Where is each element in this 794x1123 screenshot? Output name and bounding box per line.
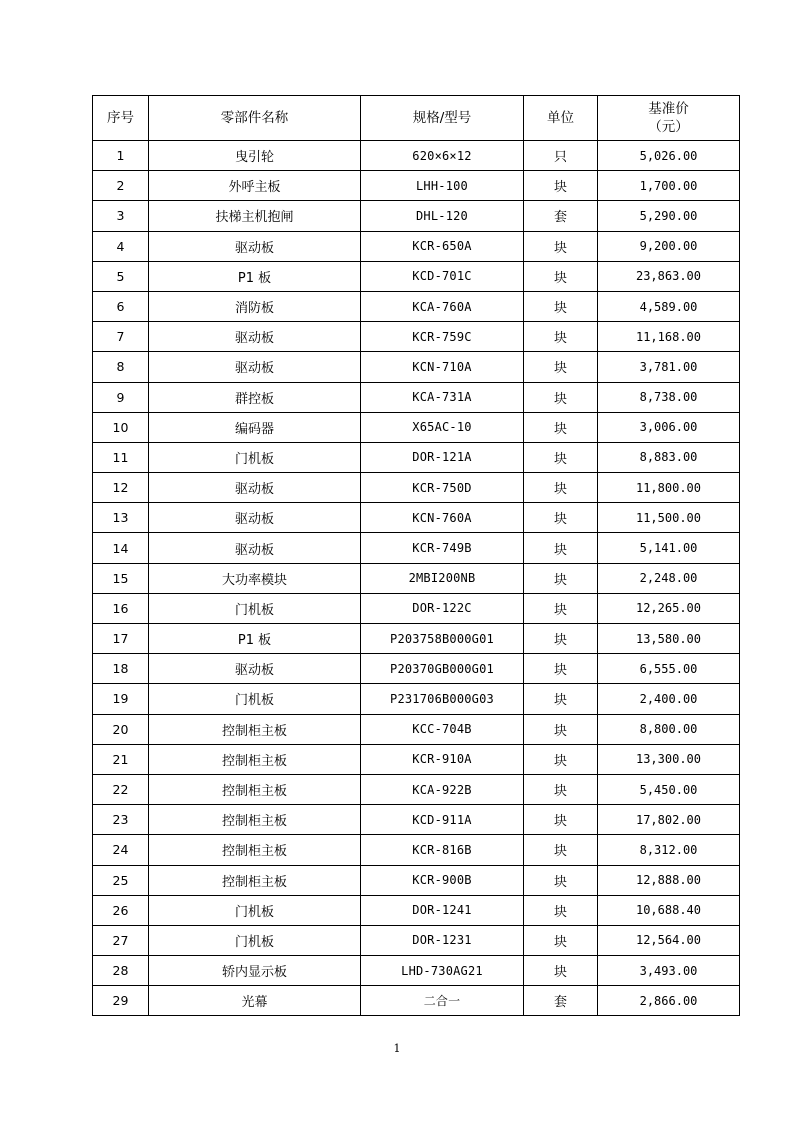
table-row [93,141,740,171]
cell-index: 1 [93,141,149,171]
cell-unit: 块 [524,473,598,503]
cell-spec: KCR-650A [361,231,524,261]
cell-spec: KCC-704B [361,714,524,744]
cell-unit: 块 [524,805,598,835]
cell-price: 11,500.00 [598,503,740,533]
cell-unit: 块 [524,442,598,472]
cell-index: 3 [93,201,149,231]
table-row [93,865,740,895]
cell-price: 11,168.00 [598,322,740,352]
cell-spec: KCD-701C [361,261,524,291]
cell-spec: KCR-910A [361,744,524,774]
cell-index: 7 [93,322,149,352]
cell-price: 12,265.00 [598,593,740,623]
cell-unit: 块 [524,322,598,352]
header-unit: 单位 [524,96,598,141]
cell-part-name: 驱动板 [149,322,361,352]
cell-price: 13,580.00 [598,624,740,654]
cell-spec: DHL-120 [361,201,524,231]
table-row [93,805,740,835]
table-row [93,986,740,1016]
cell-unit: 块 [524,533,598,563]
cell-part-name: 控制柜主板 [149,774,361,804]
cell-price: 9,200.00 [598,231,740,261]
cell-spec: KCD-911A [361,805,524,835]
cell-index: 19 [93,684,149,714]
cell-spec: KCR-900B [361,865,524,895]
cell-price: 4,589.00 [598,291,740,321]
table-row [93,503,740,533]
cell-index: 29 [93,986,149,1016]
cell-index: 6 [93,291,149,321]
cell-unit: 块 [524,684,598,714]
cell-unit: 块 [524,925,598,955]
cell-price: 3,006.00 [598,412,740,442]
cell-price: 13,300.00 [598,744,740,774]
cell-index: 27 [93,925,149,955]
cell-spec: 2MBI200NB [361,563,524,593]
cell-spec: DOR-122C [361,593,524,623]
cell-index: 24 [93,835,149,865]
cell-unit: 块 [524,774,598,804]
page-number: 1 [393,1042,401,1055]
cell-spec: KCR-759C [361,322,524,352]
cell-part-name: 驱动板 [149,231,361,261]
cell-unit: 块 [524,593,598,623]
table-row [93,563,740,593]
table-row [93,774,740,804]
header-price-line2: （元） [648,119,689,135]
table-row [93,684,740,714]
cell-index: 20 [93,714,149,744]
cell-part-name: 光幕 [149,986,361,1016]
cell-spec: KCA-922B [361,774,524,804]
cell-spec: KCR-750D [361,473,524,503]
cell-spec: P20370GB000G01 [361,654,524,684]
cell-unit: 块 [524,563,598,593]
table-row [93,956,740,986]
cell-part-name: 曳引轮 [149,141,361,171]
cell-price: 5,450.00 [598,774,740,804]
parts-price-table [92,95,740,1016]
cell-unit: 块 [524,352,598,382]
header-index: 序号 [93,96,149,141]
cell-part-name: 门机板 [149,442,361,472]
table-row [93,171,740,201]
cell-part-name: 驱动板 [149,654,361,684]
table-row [93,654,740,684]
cell-unit: 套 [524,986,598,1016]
cell-unit: 块 [524,624,598,654]
cell-part-name: 驱动板 [149,503,361,533]
cell-spec: LHH-100 [361,171,524,201]
table-row [93,473,740,503]
cell-spec: KCN-710A [361,352,524,382]
cell-spec: X65AC-10 [361,412,524,442]
cell-price: 5,141.00 [598,533,740,563]
cell-part-name: 编码器 [149,412,361,442]
cell-price: 10,688.40 [598,895,740,925]
cell-spec: DOR-121A [361,442,524,472]
cell-index: 17 [93,624,149,654]
table-row [93,261,740,291]
cell-unit: 块 [524,261,598,291]
table-row [93,322,740,352]
table-row [93,201,740,231]
cell-index: 18 [93,654,149,684]
cell-spec: DOR-1241 [361,895,524,925]
table-row [93,925,740,955]
table-row [93,442,740,472]
cell-spec: 620×6×12 [361,141,524,171]
cell-index: 9 [93,382,149,412]
cell-part-name: 门机板 [149,684,361,714]
cell-index: 26 [93,895,149,925]
cell-part-name: 轿内显示板 [149,956,361,986]
cell-spec: KCA-731A [361,382,524,412]
cell-spec: 二合一 [361,986,524,1016]
cell-part-name: 控制柜主板 [149,835,361,865]
cell-part-name: 外呼主板 [149,171,361,201]
cell-price: 2,248.00 [598,563,740,593]
cell-spec: KCR-749B [361,533,524,563]
cell-index: 13 [93,503,149,533]
cell-spec: P203758B000G01 [361,624,524,654]
cell-price: 3,493.00 [598,956,740,986]
cell-index: 28 [93,956,149,986]
cell-index: 10 [93,412,149,442]
cell-unit: 块 [524,382,598,412]
cell-index: 2 [93,171,149,201]
header-part-name: 零部件名称 [149,96,361,141]
cell-unit: 块 [524,231,598,261]
cell-unit: 块 [524,714,598,744]
cell-index: 25 [93,865,149,895]
header-price-line1: 基准价 [648,101,689,117]
cell-index: 21 [93,744,149,774]
cell-part-name: 驱动板 [149,473,361,503]
cell-part-name: 门机板 [149,925,361,955]
cell-part-name: 群控板 [149,382,361,412]
cell-spec: LHD-730AG21 [361,956,524,986]
cell-price: 17,802.00 [598,805,740,835]
cell-unit: 块 [524,291,598,321]
cell-unit: 块 [524,744,598,774]
table-header-row [93,96,740,141]
cell-unit: 块 [524,412,598,442]
cell-part-name: 控制柜主板 [149,714,361,744]
cell-part-name: 门机板 [149,895,361,925]
cell-price: 3,781.00 [598,352,740,382]
cell-price: 8,800.00 [598,714,740,744]
table-row [93,231,740,261]
cell-price: 5,290.00 [598,201,740,231]
cell-price: 11,800.00 [598,473,740,503]
cell-spec: KCR-816B [361,835,524,865]
cell-part-name: 驱动板 [149,533,361,563]
header-price [598,96,740,141]
cell-index: 12 [93,473,149,503]
cell-unit: 块 [524,956,598,986]
cell-index: 23 [93,805,149,835]
cell-index: 22 [93,774,149,804]
table-row [93,533,740,563]
cell-spec: KCN-760A [361,503,524,533]
cell-price: 2,400.00 [598,684,740,714]
table-row [93,744,740,774]
cell-price: 2,866.00 [598,986,740,1016]
cell-spec: P231706B000G03 [361,684,524,714]
table-row [93,624,740,654]
cell-price: 8,312.00 [598,835,740,865]
table-row [93,352,740,382]
table-row [93,593,740,623]
cell-unit: 套 [524,201,598,231]
cell-index: 11 [93,442,149,472]
cell-index: 8 [93,352,149,382]
table-row [93,835,740,865]
cell-unit: 块 [524,171,598,201]
cell-part-name: 消防板 [149,291,361,321]
cell-index: 15 [93,563,149,593]
cell-unit: 块 [524,895,598,925]
cell-part-name: 驱动板 [149,352,361,382]
table-row [93,291,740,321]
cell-price: 12,564.00 [598,925,740,955]
cell-spec: DOR-1231 [361,925,524,955]
cell-part-name: P1 板 [149,261,361,291]
cell-part-name: P1 板 [149,624,361,654]
cell-index: 5 [93,261,149,291]
cell-price: 8,738.00 [598,382,740,412]
table-row [93,895,740,925]
cell-price: 5,026.00 [598,141,740,171]
header-spec: 规格/型号 [361,96,524,141]
cell-price: 8,883.00 [598,442,740,472]
table-row [93,714,740,744]
cell-part-name: 扶梯主机抱闸 [149,201,361,231]
cell-part-name: 控制柜主板 [149,865,361,895]
cell-part-name: 控制柜主板 [149,805,361,835]
cell-unit: 块 [524,654,598,684]
cell-unit: 块 [524,865,598,895]
cell-part-name: 大功率模块 [149,563,361,593]
cell-price: 23,863.00 [598,261,740,291]
cell-unit: 块 [524,835,598,865]
cell-part-name: 门机板 [149,593,361,623]
cell-price: 12,888.00 [598,865,740,895]
cell-price: 1,700.00 [598,171,740,201]
cell-part-name: 控制柜主板 [149,744,361,774]
table-row [93,412,740,442]
table-row [93,382,740,412]
cell-index: 4 [93,231,149,261]
cell-index: 14 [93,533,149,563]
cell-price: 6,555.00 [598,654,740,684]
cell-unit: 只 [524,141,598,171]
cell-unit: 块 [524,503,598,533]
cell-spec: KCA-760A [361,291,524,321]
cell-index: 16 [93,593,149,623]
